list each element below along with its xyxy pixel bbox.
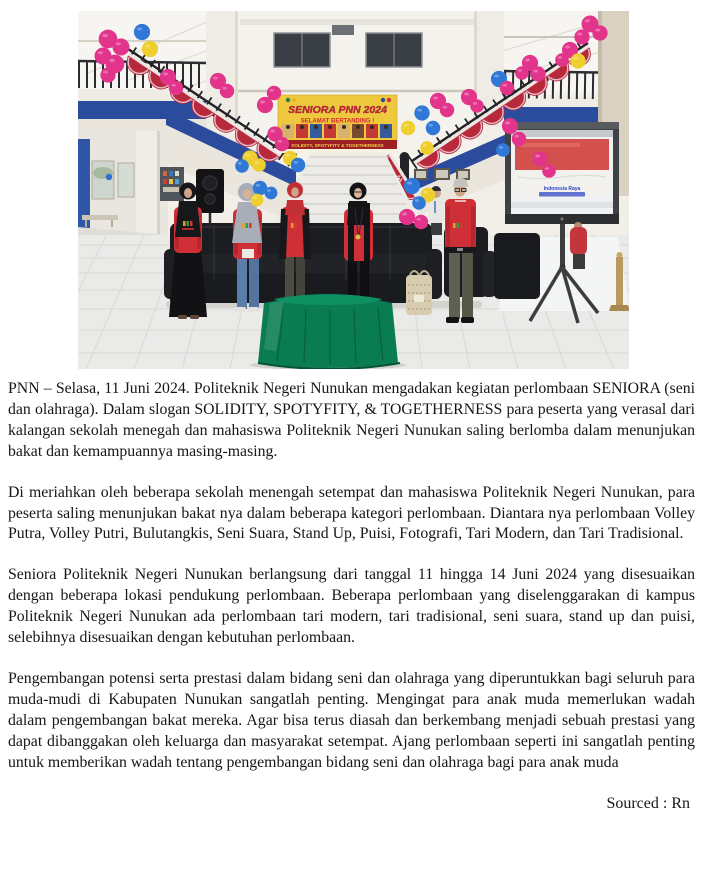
- banner-title: SENIORA PNN 2024: [288, 104, 387, 116]
- tote-bag: [406, 271, 432, 315]
- event-photo-canvas: [78, 11, 629, 369]
- bench: [82, 215, 118, 220]
- green-cloth-table: [258, 294, 400, 369]
- event-photo: [78, 11, 629, 369]
- paragraph-2: Di meriahkan oleh beberapa sekolah menengah setempat dan mahasiswa Politeknik Negeri Nunukan, para peserta saling menunjukan bakat nya dalam beberapa kategori perlombaan. Diantara nya perlombaan Volley Putra, Volley Putri, Bulutangkis, Seni Suara, Stand Up, Puisi, Fotografi, Tari Modern, dan Tari Tradisional.: [8, 483, 695, 543]
- screen-caption: Indonesia Raya: [543, 186, 581, 192]
- paragraph-1: PNN – Selasa, 11 Juni 2024. Politeknik Negeri Nunukan mengadakan kegiatan perlombaan SENIORA (seni dan olahraga). Dalam slogan SOLIDITY, SPOTYFITY, & TOGETHERNESS para peserta yang verasal dari kalangan sekolah menegah dan mahasiswa Politeknik Negeri Nunukan saling berlomba dalam menunjukan bakat dan kemampuannya masing-masing.: [8, 380, 695, 460]
- banner-slogan: SOLIDITY, SPOTYFITY & TOGETHERNESS: [291, 142, 384, 148]
- article-body: [8, 379, 695, 814]
- paragraph-4: Pengembangan potensi serta prestasi dalam bidang seni dan olahraga yang diperuntukkan bagi seluruh para muda-mudi di Kabupaten Nunukan sangatlah penting. Mengingat para anak muda memerlukan wadah dalam pengembangan bakat mereka. Agar bisa terus diasah dan berkembang menjadi sebuah prestasi yang dapat dibanggakan oleh keluarga dan masyarakat setempat. Ajang perlombaan seperti ini sangatlah penting untuk memberikan wadah tentang pengembangan bidang seni dan olahraga bagi para anak muda: [8, 669, 695, 771]
- paragraph-3: Seniora Politeknik Negeri Nunukan berlangsung dari tanggal 11 hingga 14 Juni 2024 yang disesuaikan dengan beberapa lokasi pendukung perlombaan. Beberapa perlombaan yang diselenggarakan di kampus Politeknik Negeri Nunukan ada perlombaan tari modern, tari tradisional, seni suara, stand up dan puisi, selebihnya disesuaikan dengan kebutuhan perlombaan.: [8, 566, 695, 647]
- source-credit: Sourced : Rn: [606, 794, 690, 812]
- event-banner: [277, 94, 398, 153]
- banner-subtitle: SELAMAT BERTANDING !: [300, 118, 375, 125]
